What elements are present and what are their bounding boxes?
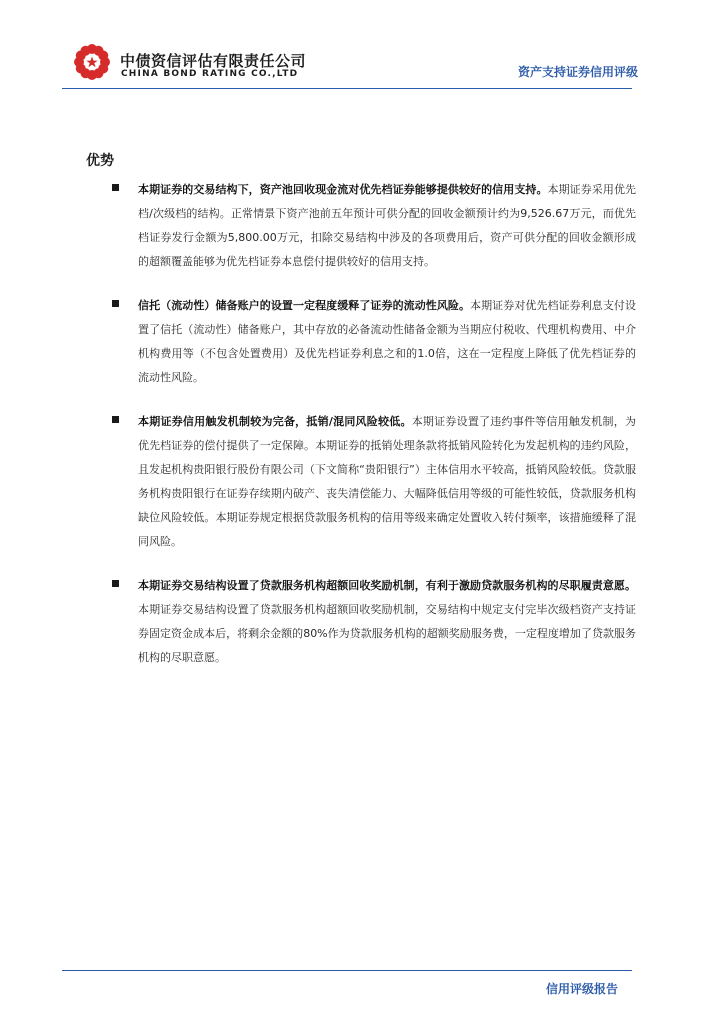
list-item-text <box>138 574 636 670</box>
list-item <box>112 410 636 554</box>
list-item-lead: 信托（流动性）储备账户的设置一定程度缓释了证券的流动性风险。 <box>138 299 471 312</box>
list-item-lead: 本期证券交易结构设置了贷款服务机构超额回收奖励机制，有利于激励贷款服务机构的尽职履责意愿。 <box>138 579 636 592</box>
company-name-cn: 中债资信评估有限责任公司 <box>120 52 307 70</box>
company-name-en: CHINA BOND RATING CO.,LTD <box>121 69 299 79</box>
company-logo-icon <box>72 42 112 82</box>
list-item-body: 本期证券设置了违约事件等信用触发机制，为优先档证券的偿付提供了一定保障。本期证券的抵销处理条款将抵销风险转化为发起机构的违约风险，且发起机构贵阳银行股份有限公司（下文简称“贵阳银行”）主体信用水平较高，抵销风险较低。贷款服务机构贵阳银行在证券存续期内破产、丧失清偿能力、大幅降低信用等级的可能性较低，贷款服务机构缺位风险较低。本期证券规定根据贷款服务机构的信用等级来确定处置收入转付频率，该措施缓释了混同风险。 <box>138 415 636 548</box>
list-item-text <box>138 178 636 274</box>
logo-petal <box>81 46 91 56</box>
advantage-list <box>112 178 636 690</box>
header-divider <box>62 88 632 89</box>
list-item-lead: 本期证券的交易结构下，资产池回收现金流对优先档证券能够提供较好的信用支持。 <box>138 183 548 196</box>
bullet-icon <box>112 300 119 307</box>
bullet-icon <box>112 580 119 587</box>
bullet-icon <box>112 416 119 423</box>
footer-label: 信用评级报告 <box>545 982 618 996</box>
list-item-body: 本期证券交易结构设置了贷款服务机构超额回收奖励机制，交易结构中规定支付完毕次级档资产支持证券固定资金成本后，将剩余金额的80%作为贷款服务机构的超额奖励服务费，一定程度增加了贷款服务机构的尽职意愿。 <box>138 603 636 664</box>
list-item-body: 本期证券采用优先档/次级档的结构。正常情景下资产池前五年预计可供分配的回收金额预计约为9,526.67万元，而优先档证券发行金额为5,800.00万元，扣除交易结构中涉及的各项费用后，资产可供分配的回收金额形成的超额覆盖能够为优先档证券本息偿付提供较好的信用支持。 <box>138 183 637 268</box>
footer-divider <box>62 970 632 971</box>
list-item-text <box>138 410 636 554</box>
report-type-title: 资产支持证券信用评级 <box>517 65 638 79</box>
list-item <box>112 178 636 274</box>
list-item-body: 本期证券对优先档证券利息支付设置了信托（流动性）储备账户，其中存放的必备流动性储备金额为当期应付税收、代理机构费用、中介机构费用等（不包含处置费用）及优先档证券利息之和的1.0倍，这在一定程度上降低了优先档证券的流动性风险。 <box>138 299 637 384</box>
list-item <box>112 574 636 670</box>
section-title: 优势 <box>86 153 114 169</box>
list-item <box>112 294 636 390</box>
bullet-icon <box>112 184 119 191</box>
list-item-text <box>138 294 636 390</box>
list-item-lead: 本期证券信用触发机制较为完备，抵销/混同风险较低。 <box>138 415 412 428</box>
